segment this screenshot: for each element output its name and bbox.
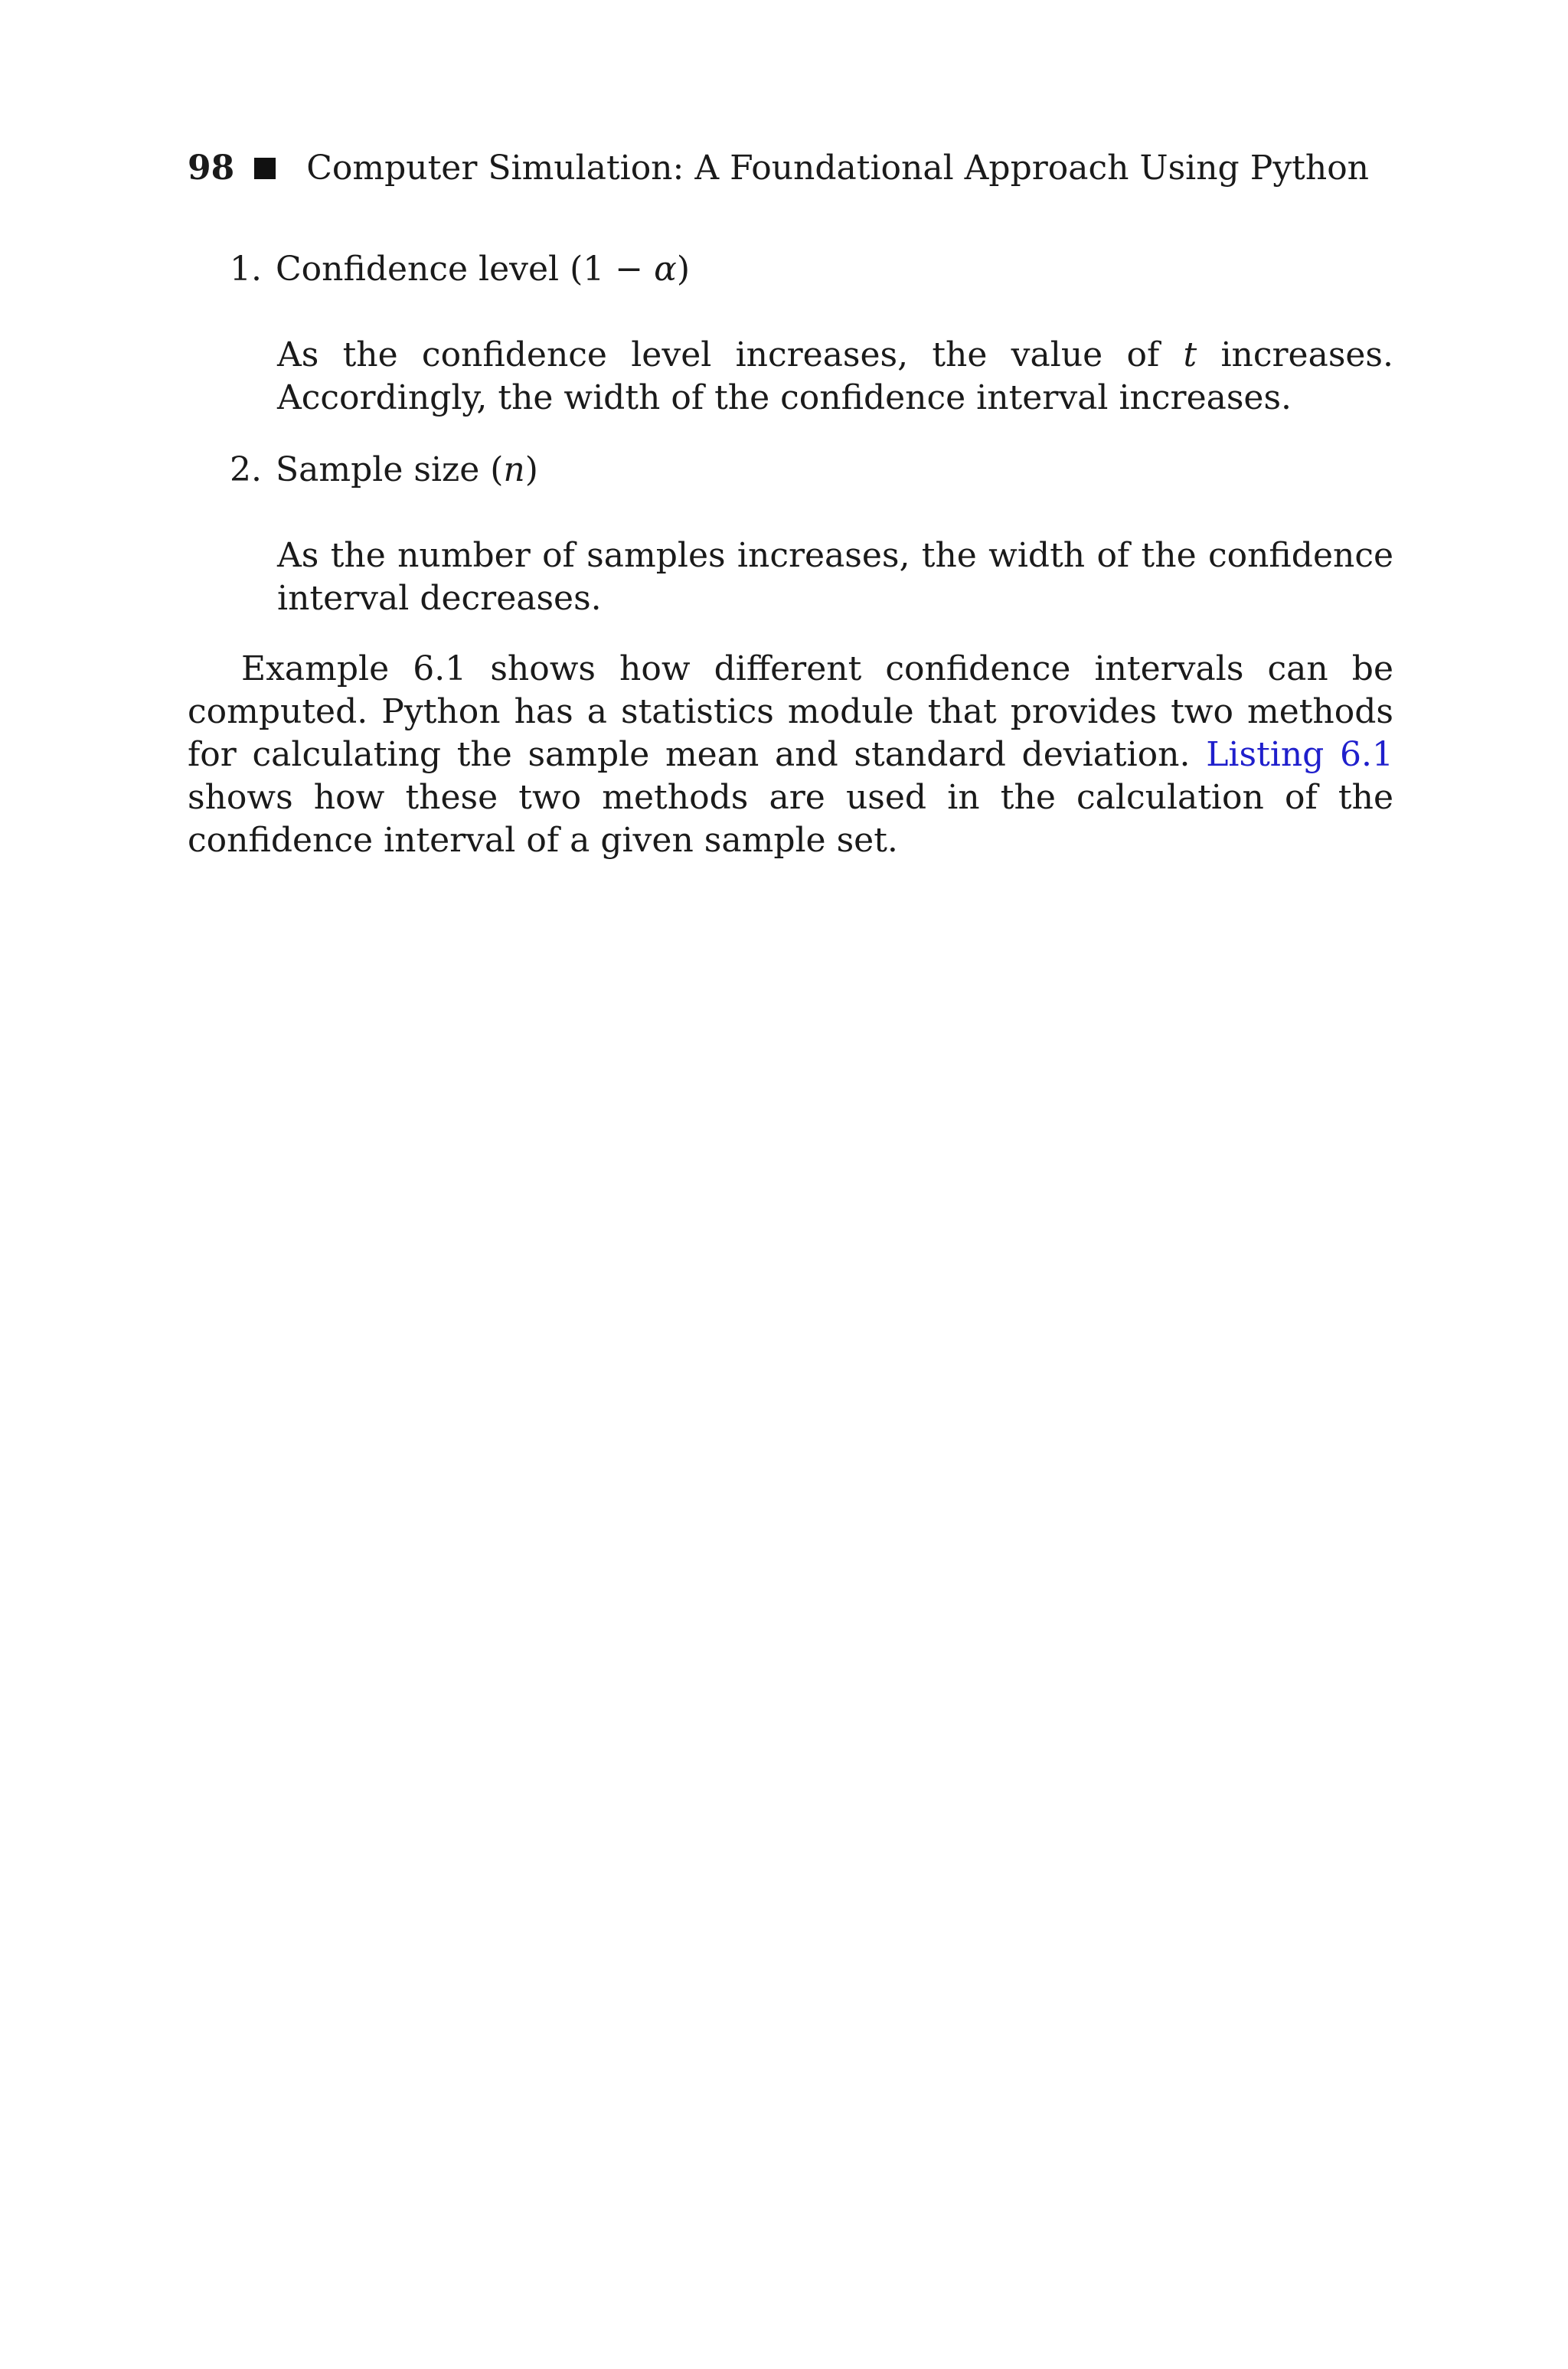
running-head [188,145,1397,191]
list-item-body-sample-size: As the number of samples increases, the width of the confidence interval decreases. [277,536,1393,618]
list-number: 2. [230,450,262,489]
n-symbol: n [503,450,525,489]
list-item-title: Sample size ( [276,450,504,489]
t-symbol: t [1183,335,1197,374]
page-number: 98 [188,149,235,188]
paragraph-text: Example 6.1 shows how different confidence intervals can be computed. Python has a statistics module that provides two methods for calculating the sample mean and standard deviation. [188,649,1393,774]
list-number: 1. [230,250,262,289]
list-item-title: Confidence level (1 − [276,250,655,289]
list-item-confidence-level [230,247,690,292]
body-text: increases. Accordingly, the width of the confidence interval increases. [277,335,1394,417]
alpha-symbol: α [654,250,677,289]
list-item-body-confidence [277,334,1393,420]
square-bullet-icon [254,158,276,179]
list-item-title-end: ) [524,450,538,489]
listing-link[interactable]: Listing 6.1 [1206,735,1394,774]
body-text: As the confidence level increases, the value of [277,335,1184,374]
list-item-sample-size [230,447,538,493]
main-paragraph [188,648,1393,862]
paragraph-text: shows how these two methods are used in the calculation of the confidence interval of a given sample set. [188,778,1393,860]
list-item-title-end: ) [676,250,691,289]
book-title: Computer Simulation: A Foundational Approach Using Python [306,149,1370,188]
